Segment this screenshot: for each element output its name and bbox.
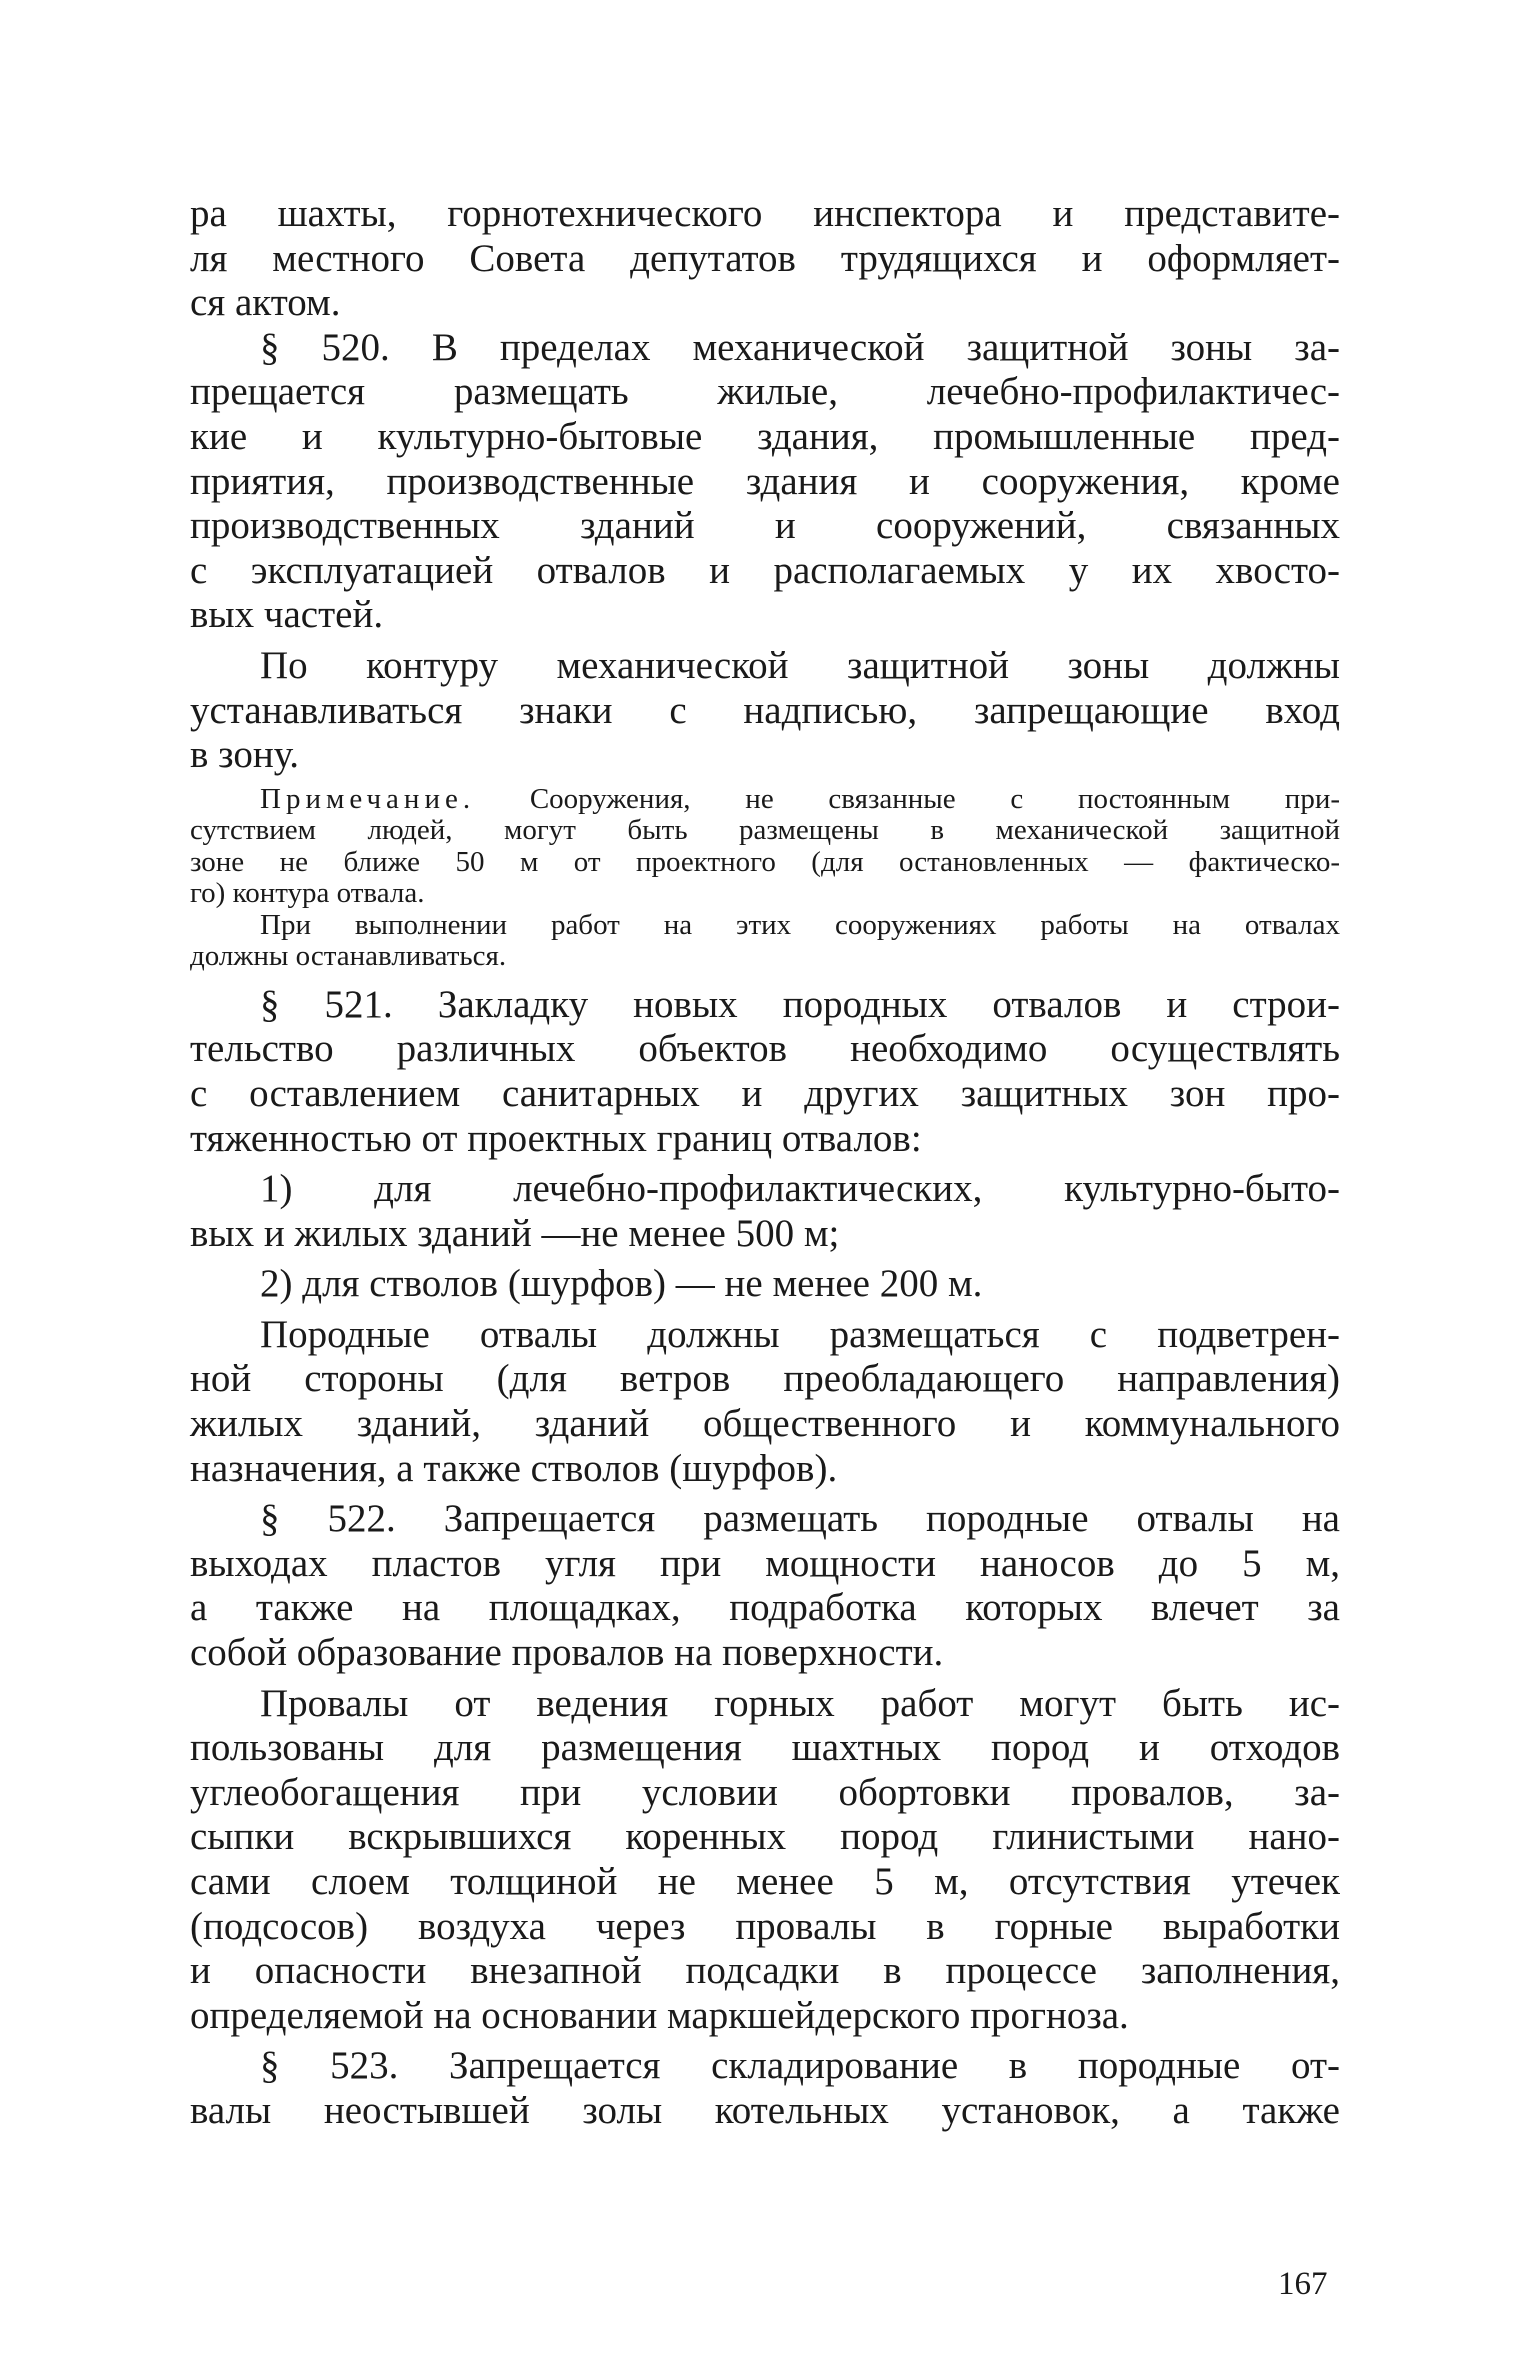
text-line: назначения, а также стволов (шурфов). [190, 1446, 838, 1490]
text-line: пользованы для размещения шахтных пород и отходов [190, 1726, 1340, 1770]
text-line: собой образование провалов на поверхности. [190, 1631, 944, 1675]
text-line: с оставлением санитарных и других защитных зон про- [190, 1071, 1340, 1115]
text-line: жилых зданий, зданий общественного и коммунального [190, 1402, 1340, 1446]
text-line: кие и культурно-бытовые здания, промышленные пред- [190, 414, 1340, 458]
text-line: устанавливаться знаки с надписью, запрещающие вход [190, 688, 1340, 732]
text-line: и опасности внезапной подсадки в процессе заполнения, [190, 1949, 1340, 1993]
text-line: ра шахты, горнотехнического инспектора и представите- [190, 192, 1340, 235]
note-line: При выполнении работ на этих сооружениях работы на отвалах [260, 908, 1340, 941]
paragraph-leeward [190, 1313, 1340, 1491]
text-line: углеобогащения при условии обортовки провалов, за- [190, 1770, 1340, 1814]
text-line: По контуру механической защитной зоны должны [260, 643, 1340, 687]
paragraph-523 [190, 2044, 1340, 2133]
paragraph-pits [190, 1682, 1340, 2039]
list-item-1 [190, 1167, 1340, 1256]
text-line: вых частей. [190, 593, 384, 637]
page-number: 167 [1278, 2266, 1328, 2302]
note-text: Сооружения, не связанные с постоянным при- [529, 782, 1340, 815]
text-line: тельство различных объектов необходимо осуществлять [190, 1027, 1340, 1071]
text-line: Породные отвалы должны размещаться с подветрен- [260, 1312, 1340, 1356]
text-line: производственных зданий и сооружений, связанных [190, 504, 1340, 548]
text-line: с эксплуатацией отвалов и располагаемых у их хвосто- [190, 548, 1340, 592]
text-line: сами слоем толщиной не менее 5 м, отсутствия утечек [190, 1860, 1340, 1903]
text-line: вых и жилых зданий —не менее 500 м; [190, 1211, 840, 1255]
text-line: 2) для стволов (шурфов) — не менее 200 м. [260, 1262, 983, 1306]
text-line: Провалы от ведения горных работ могут быть ис- [260, 1681, 1340, 1725]
note-line [190, 784, 1340, 816]
text-line: (подсосов) воздуха через провалы в горные выработки [190, 1904, 1340, 1948]
text-line: ной стороны (для ветров преобладающего направления) [190, 1357, 1340, 1401]
list-item-2 [190, 1262, 1340, 1307]
note-line: должны останавливаться. [190, 940, 507, 973]
main-text [190, 192, 1340, 2134]
note-label: Примечание. [260, 782, 476, 815]
text-line: § 521. Закладку новых породных отвалов и строи- [260, 982, 1340, 1026]
note-block [190, 784, 1340, 973]
note-line: сутствием людей, могут быть размещены в механической защитной [190, 814, 1340, 847]
paragraph-520 [190, 326, 1340, 638]
paragraph-contour [190, 644, 1340, 778]
text-line: § 520. В пределах механической защитной зоны за- [260, 325, 1340, 369]
text-line: ля местного Совета депутатов трудящихся и оформляет- [190, 236, 1340, 280]
text-line: 1) для лечебно-профилактических, культурно-быто- [260, 1167, 1340, 1211]
text-line: тяженностью от проектных границ отвалов: [190, 1116, 922, 1160]
text-line: определяемой на основании маркшейдерского прогноза. [190, 1993, 1129, 2037]
text-line: ся актом. [190, 281, 341, 325]
text-line: выходах пластов угля при мощности наносов до 5 м, [190, 1541, 1340, 1585]
paragraph-intro [190, 192, 1340, 326]
text-line: § 522. Запрещается размещать породные отвалы на [260, 1497, 1340, 1541]
paragraph-522 [190, 1497, 1340, 1675]
text-line: в зону. [190, 733, 300, 777]
note-line: го) контура отвала. [190, 877, 425, 910]
text-line: прещается размещать жилые, лечебно-профилактичес- [190, 370, 1340, 414]
text-line: сыпки вскрывшихся коренных пород глинистыми нано- [190, 1815, 1340, 1859]
note-line: зоне не ближе 50 м от проектного (для остановленных — фактическо- [190, 845, 1340, 878]
page-body [190, 192, 1340, 2134]
text-line: приятия, производственные здания и сооружения, кроме [190, 459, 1340, 503]
text-line: § 523. Запрещается складирование в породные от- [260, 2044, 1340, 2088]
text-line: валы неостывшей золы котельных установок, а также [190, 2088, 1340, 2132]
paragraph-521 [190, 983, 1340, 1161]
text-line: а также на площадках, подработка которых влечет за [190, 1586, 1340, 1630]
